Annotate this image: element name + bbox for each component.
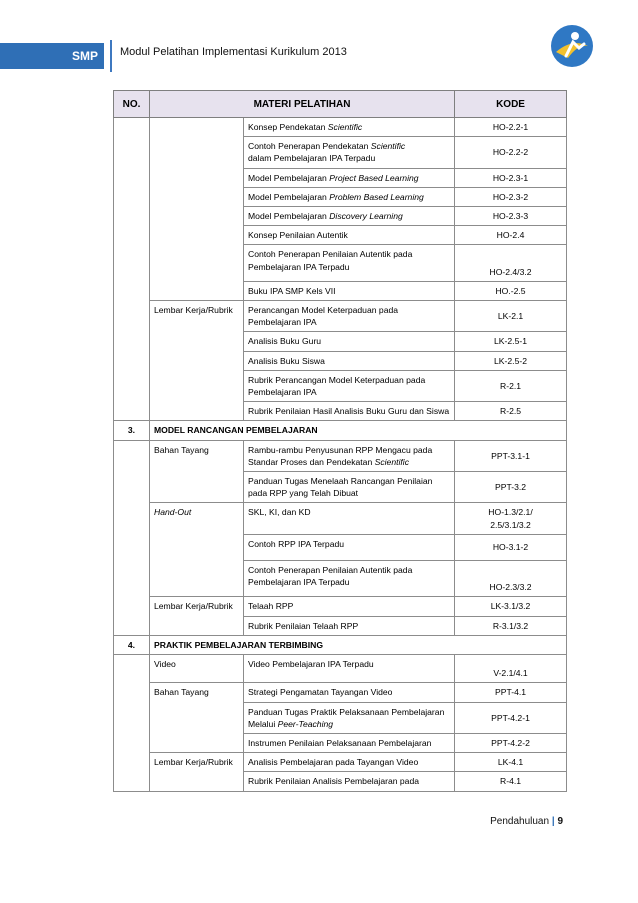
materi-cell: Panduan Tugas Menelaah Rancangan Penilaian pada RPP yang Telah Dibuat — [244, 472, 455, 503]
no-cell — [114, 655, 150, 791]
col-header-kode: KODE — [455, 91, 567, 118]
table-row — [114, 301, 567, 332]
table-row — [114, 118, 567, 137]
section-title: MODEL RANCANGAN PEMBELAJARAN — [150, 421, 567, 440]
materi-cell: Rubrik Perancangan Model Keterpaduan pada Pembelajaran IPA — [244, 370, 455, 401]
kode-cell: HO-2.3-3 — [455, 207, 567, 226]
kode-cell: R-2.1 — [455, 370, 567, 401]
col-header-materi: MATERI PELATIHAN — [150, 91, 455, 118]
materi-cell: Instrumen Penilaian Pelaksanaan Pembelajaran — [244, 733, 455, 752]
kode-cell: PPT-4.2-2 — [455, 733, 567, 752]
table-row — [114, 503, 567, 534]
col-header-no: NO. — [114, 91, 150, 118]
materi-cell: Video Pembelajaran IPA Terpadu — [244, 655, 455, 683]
materi-cell: Rambu-rambu Penyusunan RPP Mengacu pada Standar Proses dan Pendekatan Scientific — [244, 440, 455, 471]
header-tag: SMP — [0, 43, 104, 69]
materi-cell: Model Pembelajaran Project Based Learning — [244, 168, 455, 187]
materi-cell: Konsep Penilaian Autentik — [244, 226, 455, 245]
kode-cell: R-2.5 — [455, 402, 567, 421]
kode-cell: R-4.1 — [455, 772, 567, 791]
table-header-row — [114, 91, 567, 118]
kode-cell: PPT-3.2 — [455, 472, 567, 503]
kode-cell: R-3.1/3.2 — [455, 616, 567, 635]
kode-cell: LK-2.5-1 — [455, 332, 567, 351]
page-number: 9 — [557, 816, 563, 827]
materi-cell: Contoh Penerapan Penilaian Autentik pada Pembelajaran IPA Terpadu — [244, 561, 455, 597]
kode-cell: HO-2.4/3.2 — [455, 245, 567, 281]
kode-cell: PPT-4.1 — [455, 683, 567, 702]
materi-cell: Contoh Penerapan Penilaian Autentik pada Pembelajaran IPA Terpadu — [244, 245, 455, 281]
category-cell: Video — [150, 655, 244, 683]
kode-cell: PPT-3.1-1 — [455, 440, 567, 471]
page-footer — [490, 816, 563, 827]
materi-cell: SKL, KI, dan KD — [244, 503, 455, 534]
category-cell: Bahan Tayang — [150, 440, 244, 503]
category-cell: Hand-Out — [150, 503, 244, 597]
materi-cell: Analisis Buku Siswa — [244, 351, 455, 370]
no-cell: 4. — [114, 635, 150, 654]
materi-cell: Panduan Tugas Praktik Pelaksanaan Pembelajaran Melalui Peer-Teaching — [244, 702, 455, 733]
kode-cell: HO-2.3-1 — [455, 168, 567, 187]
ministry-logo-icon — [548, 22, 596, 70]
materi-cell: Contoh Penerapan Pendekatan Scientific dalam Pembelajaran IPA Terpadu — [244, 137, 455, 168]
kode-cell: LK-2.1 — [455, 301, 567, 332]
table-row — [114, 655, 567, 683]
materi-cell: Model Pembelajaran Discovery Learning — [244, 207, 455, 226]
materi-cell: Rubrik Penilaian Telaah RPP — [244, 616, 455, 635]
materi-cell: Contoh RPP IPA Terpadu — [244, 534, 455, 560]
materi-cell: Strategi Pengamatan Tayangan Video — [244, 683, 455, 702]
materi-cell: Model Pembelajaran Problem Based Learning — [244, 187, 455, 206]
materi-cell: Rubrik Penilaian Analisis Pembelajaran pada — [244, 772, 455, 791]
kode-cell: PPT-4.2-1 — [455, 702, 567, 733]
kode-cell: HO.-2.5 — [455, 281, 567, 300]
no-cell — [114, 440, 150, 635]
footer-separator: | — [551, 816, 555, 827]
training-materials-table — [113, 90, 567, 792]
no-cell: 3. — [114, 421, 150, 440]
kode-cell: HO-2.3-2 — [455, 187, 567, 206]
materi-cell: Konsep Pendekatan Scientific — [244, 118, 455, 137]
section-row — [114, 421, 567, 440]
materi-cell: Telaah RPP — [244, 597, 455, 616]
materi-cell: Analisis Buku Guru — [244, 332, 455, 351]
header-divider — [110, 40, 112, 72]
kode-cell: HO-2.2-1 — [455, 118, 567, 137]
table-row — [114, 440, 567, 471]
kode-cell: V-2.1/4.1 — [455, 655, 567, 683]
category-cell: Lembar Kerja/Rubrik — [150, 301, 244, 421]
materi-cell: Rubrik Penilaian Hasil Analisis Buku Guru dan Siswa — [244, 402, 455, 421]
kode-cell: LK-2.5-2 — [455, 351, 567, 370]
materi-cell: Perancangan Model Keterpaduan pada Pembelajaran IPA — [244, 301, 455, 332]
header-title: Modul Pelatihan Implementasi Kurikulum 2013 — [120, 46, 347, 58]
materi-cell: Buku IPA SMP Kels VII — [244, 281, 455, 300]
category-cell: Lembar Kerja/Rubrik — [150, 753, 244, 791]
kode-cell: HO-2.2-2 — [455, 137, 567, 168]
kode-cell: HO-3.1-2 — [455, 534, 567, 560]
no-cell — [114, 118, 150, 421]
footer-label: Pendahuluan — [490, 816, 550, 827]
category-cell: Lembar Kerja/Rubrik — [150, 597, 244, 635]
kode-cell: HO-1.3/2.1/ 2.5/3.1/3.2 — [455, 503, 567, 534]
kode-cell: HO-2.4 — [455, 226, 567, 245]
section-title: PRAKTIK PEMBELAJARAN TERBIMBING — [150, 635, 567, 654]
kode-cell: HO-2.3/3.2 — [455, 561, 567, 597]
table-row — [114, 597, 567, 616]
table-row — [114, 683, 567, 702]
section-row — [114, 635, 567, 654]
kode-cell: LK-3.1/3.2 — [455, 597, 567, 616]
table-row — [114, 753, 567, 772]
category-cell: Bahan Tayang — [150, 683, 244, 753]
category-cell — [150, 118, 244, 301]
kode-cell: LK-4.1 — [455, 753, 567, 772]
materi-cell: Analisis Pembelajaran pada Tayangan Video — [244, 753, 455, 772]
